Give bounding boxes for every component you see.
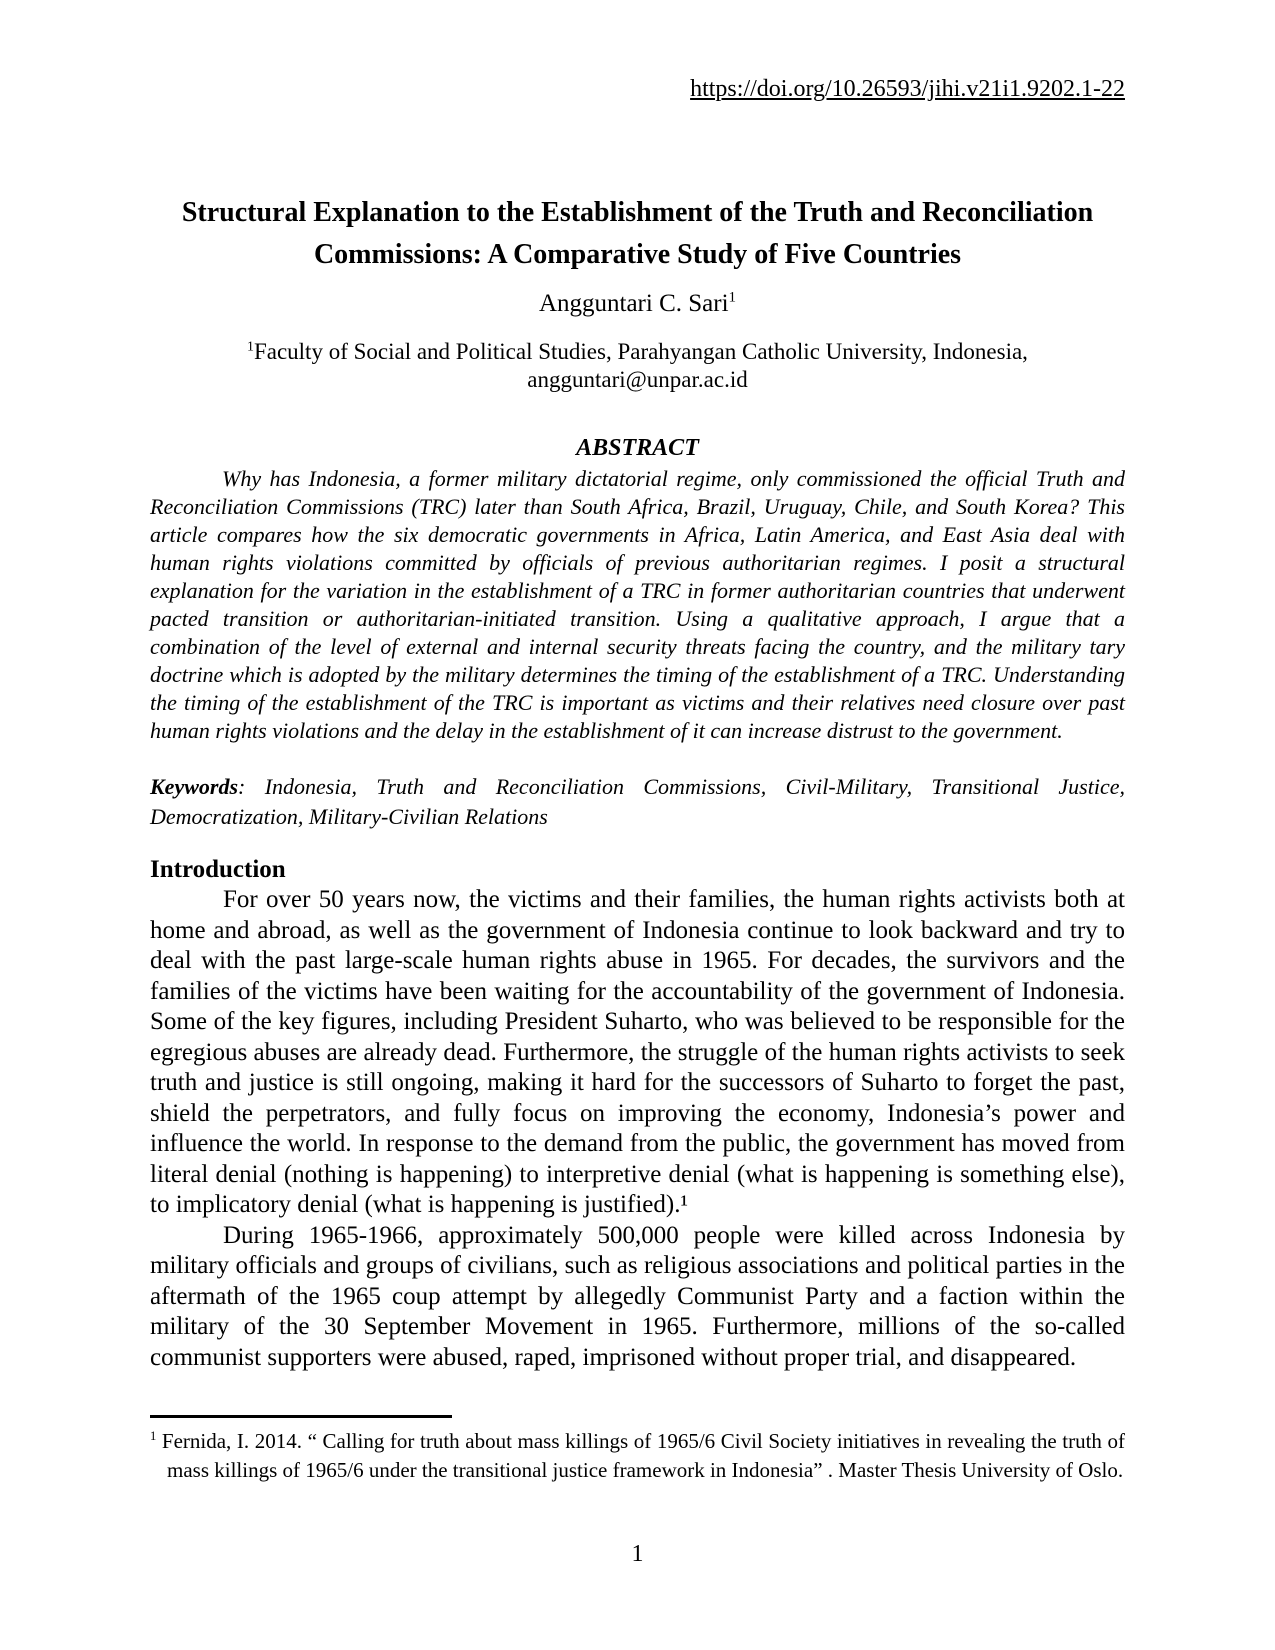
affiliation xyxy=(150,338,1125,394)
introduction-paragraph-2: During 1965-1966, approximately 500,000 people were killed across Indonesia by military officials and groups of civilians, such as religious associations and political parties in the aftermath of the 1965 coup attempt by allegedly Communist Party and a faction within the military of the 30 September Movement in 1965. Furthermore, millions of the so-called communist supporters were abused, raped, imprisoned without proper trial, and disappeared. xyxy=(150,1221,1125,1371)
article-title-line-1: Structural Explanation to the Establishment of the Truth and Reconciliation xyxy=(181,197,1094,228)
footnote-separator xyxy=(150,1415,452,1418)
footnote-marker: 1 xyxy=(150,1429,157,1443)
affiliation-footnote-ref: 1 xyxy=(247,338,254,354)
keywords-list: : Indonesia, Truth and Reconciliation Commissions, Civil-Military, Transitional Justice, Democratization, Military-Civilian Relations xyxy=(150,774,1125,829)
article-title xyxy=(150,192,1125,276)
article-title-line-2: Commissions: A Comparative Study of Five Countries xyxy=(313,239,962,270)
doi-link[interactable]: https://doi.org/10.26593/jihi.v21i1.9202.1-22 xyxy=(690,76,1125,102)
keywords-label: Keywords xyxy=(150,774,238,799)
page-number: 1 xyxy=(631,1541,644,1567)
affiliation-text: Faculty of Social and Political Studies, Parahyangan Catholic University, Indonesia, xyxy=(253,339,1028,364)
author xyxy=(150,289,1125,319)
introduction-paragraph-1: For over 50 years now, the victims and their families, the human rights activists both at home and abroad, as well as the government of Indonesia continue to look backward and try to deal with the past large-scale human rights abuse in 1965. For decades, the survivors and the families of the victims have been waiting for the accountability of the government of Indonesia. Some of the key figures, including President Suharto, who was believed to be responsible for the egregious abuses are already dead. Furthermore, the struggle of the human rights activists to seek truth and justice is still ongoing, making it hard for the successors of Suharto to forget the past, shield the perpetrators, and fully focus on improving the economy, Indonesia’s power and influence the world. In response to the demand from the public, the government has moved from literal denial (nothing is happening) to interpretive denial (what is happening is something else), to implicatory denial (what is happening is justified).¹ xyxy=(150,886,1125,1218)
author-name: Angguntari C. Sari xyxy=(538,290,729,317)
introduction-heading: Introduction xyxy=(150,856,286,883)
keywords xyxy=(150,772,1125,832)
footnote-block xyxy=(150,1415,1125,1485)
page-header xyxy=(150,76,1125,102)
author-email: angguntari@unpar.ac.id xyxy=(527,367,748,392)
affiliation-line xyxy=(150,338,1125,366)
abstract-body: Why has Indonesia, a former military dictatorial regime, only commissioned the official Truth and Reconciliation Commissions (TRC) later than South Africa, Brazil, Uruguay, Chile, and South Korea? This article compares how the six democratic governments in Africa, Latin America, and East Asia deal with human rights violations committed by officials of previous authoritarian regimes. I posit a structural explanation for the variation in the establishment of a TRC in former authoritarian countries that underwent pacted transition or authoritarian-initiated transition. Using a qualitative approach, I argue that a combination of the level of external and internal security threats facing the country, and the military tary doctrine which is adopted by the military determines the timing of the establishment of a TRC. Understanding the timing of the establishment of the TRC is important as victims and their relatives need closure over past human rights violations and the delay in the establishment of it can increase distrust to the government. xyxy=(150,466,1125,743)
abstract-heading: ABSTRACT xyxy=(576,435,699,461)
footnote xyxy=(150,1427,1125,1485)
footnote-text: Fernida, I. 2014. “ Calling for truth about mass killings of 1965/6 Civil Society initiatives in revealing the truth of mass killings of 1965/6 under the transitional justice framework in Indonesia” . Master Thesis University of Oslo. xyxy=(161,1429,1126,1482)
author-footnote-ref: 1 xyxy=(728,289,737,306)
